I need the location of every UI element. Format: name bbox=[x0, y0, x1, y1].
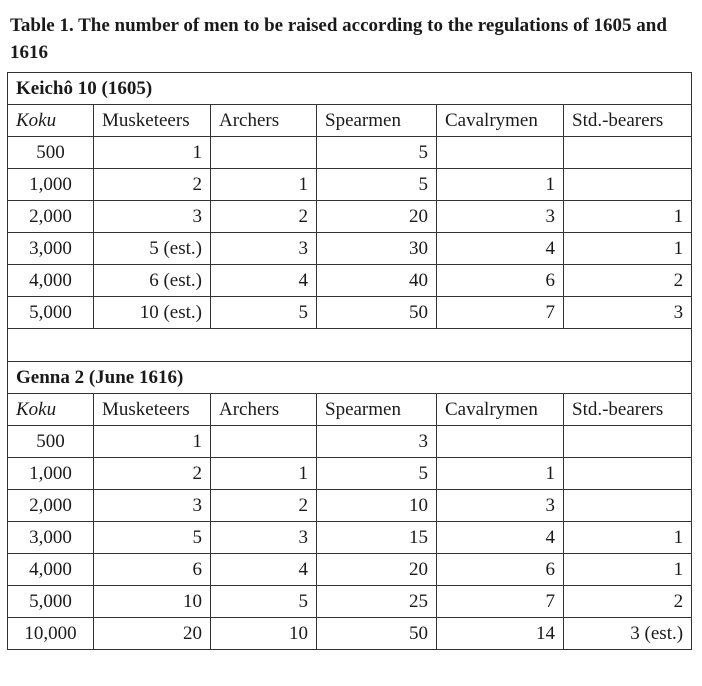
section-title-row bbox=[8, 362, 692, 394]
cell-archers bbox=[211, 137, 317, 169]
cell-archers: 1 bbox=[211, 458, 317, 490]
cell-spearmen: 10 bbox=[317, 490, 437, 522]
cell-spearmen: 3 bbox=[317, 426, 437, 458]
cell-musketeers: 1 bbox=[94, 426, 211, 458]
section-title: Genna 2 (June 1616) bbox=[8, 362, 692, 394]
table-row bbox=[8, 201, 692, 233]
cell-archers: 1 bbox=[211, 169, 317, 201]
table-caption: Table 1. The number of men to be raised according to the regulations of 1605 and 1616 bbox=[10, 15, 667, 63]
cell-archers: 5 bbox=[211, 297, 317, 329]
cell-std-bearers: 1 bbox=[564, 522, 692, 554]
cell-koku: 500 bbox=[8, 137, 94, 169]
cell-archers: 2 bbox=[211, 201, 317, 233]
cell-spearmen: 30 bbox=[317, 233, 437, 265]
cell-archers: 4 bbox=[211, 554, 317, 586]
column-header-archers: Archers bbox=[211, 394, 317, 426]
cell-koku: 2,000 bbox=[8, 490, 94, 522]
cell-archers: 2 bbox=[211, 490, 317, 522]
table-row bbox=[8, 586, 692, 618]
cell-cavalrymen: 1 bbox=[437, 169, 564, 201]
table-row bbox=[8, 169, 692, 201]
cell-spearmen: 50 bbox=[317, 297, 437, 329]
column-header-spearmen: Spearmen bbox=[317, 394, 437, 426]
cell-koku: 1,000 bbox=[8, 458, 94, 490]
cell-std-bearers bbox=[564, 458, 692, 490]
table-row bbox=[8, 618, 692, 650]
cell-cavalrymen: 7 bbox=[437, 586, 564, 618]
cell-std-bearers: 3 (est.) bbox=[564, 618, 692, 650]
section-spacer-row bbox=[8, 329, 692, 362]
table-row bbox=[8, 233, 692, 265]
cell-cavalrymen: 14 bbox=[437, 618, 564, 650]
table-row bbox=[8, 490, 692, 522]
cell-cavalrymen: 1 bbox=[437, 458, 564, 490]
cell-spearmen: 5 bbox=[317, 169, 437, 201]
cell-musketeers: 3 bbox=[94, 490, 211, 522]
cell-musketeers: 20 bbox=[94, 618, 211, 650]
cell-musketeers: 2 bbox=[94, 458, 211, 490]
cell-koku: 2,000 bbox=[8, 201, 94, 233]
cell-musketeers: 3 bbox=[94, 201, 211, 233]
cell-archers: 10 bbox=[211, 618, 317, 650]
cell-cavalrymen: 6 bbox=[437, 265, 564, 297]
table-row bbox=[8, 137, 692, 169]
cell-spearmen: 50 bbox=[317, 618, 437, 650]
cell-archers: 4 bbox=[211, 265, 317, 297]
table-body bbox=[8, 73, 692, 650]
cell-koku: 4,000 bbox=[8, 554, 94, 586]
cell-cavalrymen bbox=[437, 426, 564, 458]
cell-std-bearers: 2 bbox=[564, 265, 692, 297]
cell-spearmen: 5 bbox=[317, 458, 437, 490]
cell-cavalrymen: 4 bbox=[437, 522, 564, 554]
cell-archers: 5 bbox=[211, 586, 317, 618]
regulations-table bbox=[7, 72, 692, 650]
cell-koku: 5,000 bbox=[8, 586, 94, 618]
cell-std-bearers bbox=[564, 426, 692, 458]
table-row bbox=[8, 426, 692, 458]
cell-std-bearers: 2 bbox=[564, 586, 692, 618]
cell-std-bearers bbox=[564, 490, 692, 522]
column-header-musketeers: Musketeers bbox=[94, 394, 211, 426]
section-title-row bbox=[8, 73, 692, 105]
column-header-cavalrymen: Cavalrymen bbox=[437, 105, 564, 137]
column-header-std-bearers: Std.-bearers bbox=[564, 105, 692, 137]
cell-koku: 5,000 bbox=[8, 297, 94, 329]
header-row bbox=[8, 394, 692, 426]
cell-std-bearers: 3 bbox=[564, 297, 692, 329]
cell-musketeers: 6 (est.) bbox=[94, 265, 211, 297]
column-header-koku: Koku bbox=[8, 105, 94, 137]
column-header-spearmen: Spearmen bbox=[317, 105, 437, 137]
cell-std-bearers: 1 bbox=[564, 554, 692, 586]
table-row bbox=[8, 554, 692, 586]
column-header-musketeers: Musketeers bbox=[94, 105, 211, 137]
spacer-cell bbox=[8, 329, 692, 362]
cell-cavalrymen: 3 bbox=[437, 490, 564, 522]
cell-koku: 3,000 bbox=[8, 522, 94, 554]
cell-std-bearers: 1 bbox=[564, 233, 692, 265]
column-header-cavalrymen: Cavalrymen bbox=[437, 394, 564, 426]
cell-koku: 3,000 bbox=[8, 233, 94, 265]
table-row bbox=[8, 265, 692, 297]
cell-cavalrymen: 6 bbox=[437, 554, 564, 586]
cell-cavalrymen bbox=[437, 137, 564, 169]
column-header-std-bearers: Std.-bearers bbox=[564, 394, 692, 426]
cell-cavalrymen: 4 bbox=[437, 233, 564, 265]
cell-archers: 3 bbox=[211, 233, 317, 265]
cell-musketeers: 10 bbox=[94, 586, 211, 618]
cell-koku: 1,000 bbox=[8, 169, 94, 201]
cell-std-bearers: 1 bbox=[564, 201, 692, 233]
cell-spearmen: 15 bbox=[317, 522, 437, 554]
cell-koku: 10,000 bbox=[8, 618, 94, 650]
column-header-koku: Koku bbox=[8, 394, 94, 426]
column-header-archers: Archers bbox=[211, 105, 317, 137]
table-row bbox=[8, 522, 692, 554]
cell-spearmen: 40 bbox=[317, 265, 437, 297]
cell-cavalrymen: 3 bbox=[437, 201, 564, 233]
table-row bbox=[8, 458, 692, 490]
cell-spearmen: 25 bbox=[317, 586, 437, 618]
cell-std-bearers bbox=[564, 169, 692, 201]
header-row bbox=[8, 105, 692, 137]
cell-musketeers: 5 bbox=[94, 522, 211, 554]
cell-koku: 500 bbox=[8, 426, 94, 458]
table-row bbox=[8, 297, 692, 329]
cell-archers bbox=[211, 426, 317, 458]
cell-spearmen: 20 bbox=[317, 554, 437, 586]
cell-archers: 3 bbox=[211, 522, 317, 554]
cell-musketeers: 6 bbox=[94, 554, 211, 586]
cell-spearmen: 20 bbox=[317, 201, 437, 233]
cell-musketeers: 5 (est.) bbox=[94, 233, 211, 265]
cell-cavalrymen: 7 bbox=[437, 297, 564, 329]
cell-musketeers: 1 bbox=[94, 137, 211, 169]
section-title: Keichô 10 (1605) bbox=[8, 73, 692, 105]
cell-spearmen: 5 bbox=[317, 137, 437, 169]
cell-musketeers: 10 (est.) bbox=[94, 297, 211, 329]
cell-koku: 4,000 bbox=[8, 265, 94, 297]
cell-std-bearers bbox=[564, 137, 692, 169]
cell-musketeers: 2 bbox=[94, 169, 211, 201]
